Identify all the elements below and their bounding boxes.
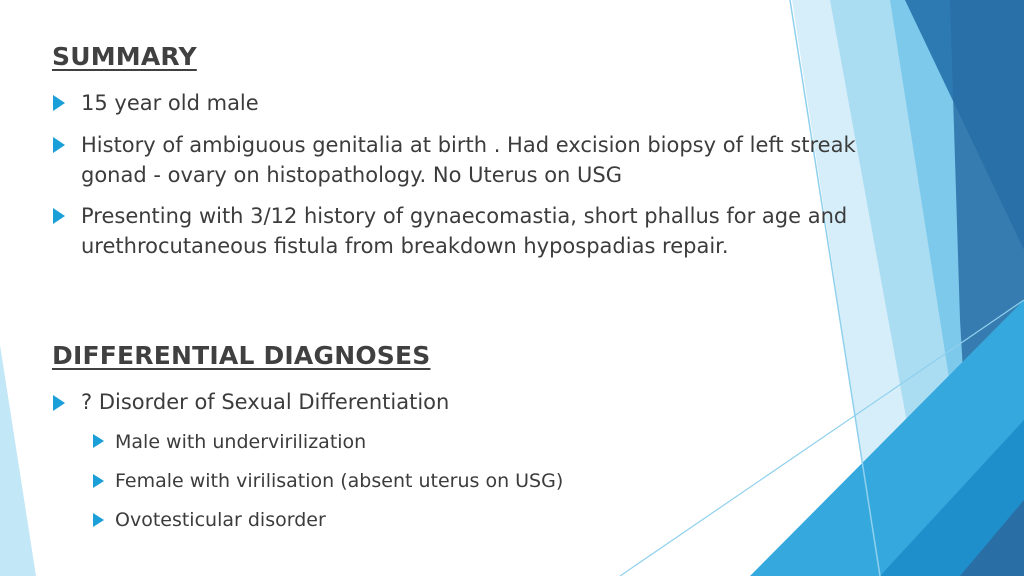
differential-sub-bullet-2	[115, 466, 815, 496]
sub-bullet-text: Male with undervirilization	[115, 431, 367, 453]
bullet-text: 15 year old male	[81, 91, 259, 115]
summary-heading: SUMMARY	[52, 42, 197, 71]
differential-sub-bullet-1	[115, 427, 815, 457]
sub-bullet-arrow-icon	[93, 513, 104, 527]
bullet-arrow-icon	[53, 137, 65, 153]
summary-bullet-3	[81, 201, 881, 261]
summary-bullet-2	[81, 130, 871, 190]
bullet-text: History of ambiguous genitalia at birth . Had excision biopsy of left streak gonad - ovary on histopathology. No Uterus on USG	[81, 133, 856, 187]
differential-sub-bullet-3	[115, 505, 815, 535]
bullet-text: ? Disorder of Sexual Differentiation	[81, 390, 450, 414]
sub-bullet-arrow-icon	[93, 474, 104, 488]
decor-left-triangle	[0, 345, 36, 576]
bullet-arrow-icon	[53, 95, 65, 111]
summary-bullet-1	[81, 88, 881, 118]
differential-bullet	[81, 387, 881, 417]
bullet-text: Presenting with 3/12 history of gynaecomastia, short phallus for age and urethrocutaneous fistula from breakdown hypospadias repair.	[81, 204, 848, 258]
sub-bullet-arrow-icon	[93, 434, 104, 448]
differential-heading: DIFFERENTIAL DIAGNOSES	[52, 341, 431, 370]
sub-bullet-text: Female with virilisation (absent uterus on USG)	[115, 470, 564, 492]
sub-bullet-text: Ovotesticular disorder	[115, 509, 326, 531]
bullet-arrow-icon	[53, 208, 65, 224]
bullet-arrow-icon	[53, 395, 65, 411]
